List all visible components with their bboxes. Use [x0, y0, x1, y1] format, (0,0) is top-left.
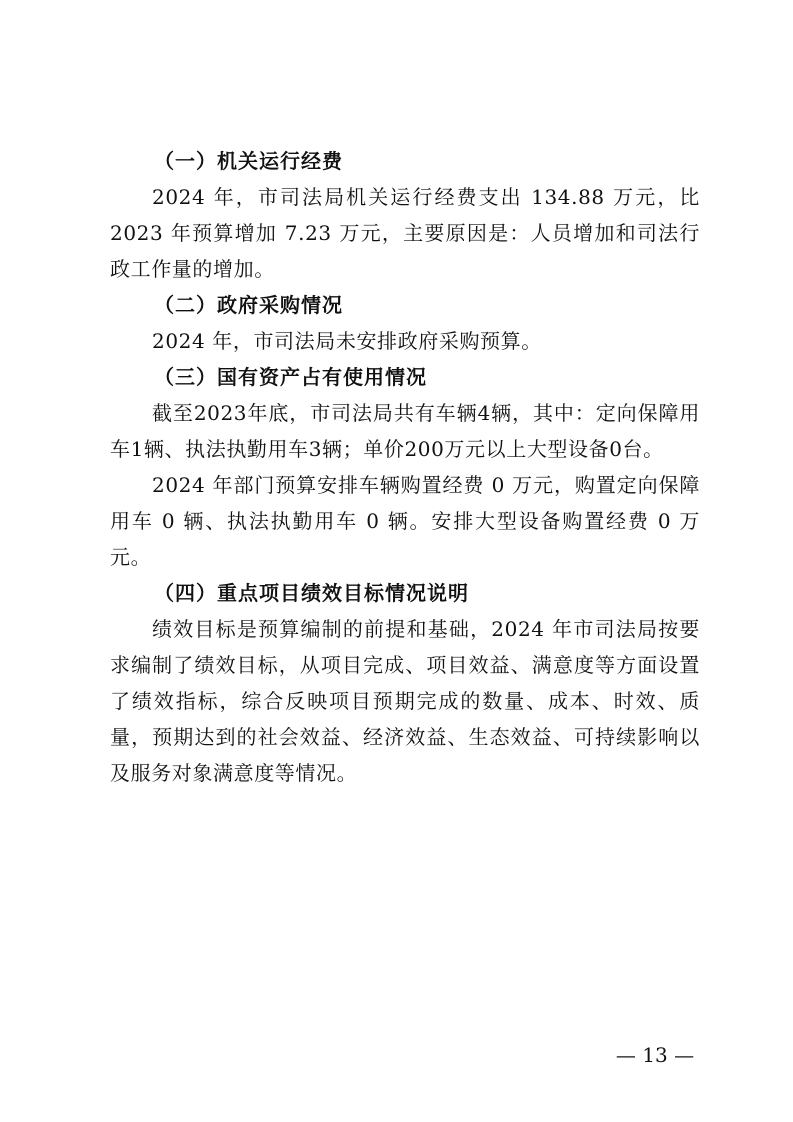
paragraph-state-assets-budget: 2024 年部门预算安排车辆购置经费 0 万元，购置定向保障用车 0 辆、执法执勤用车 0 辆。安排大型设备购置经费 0 万元。	[110, 473, 700, 569]
section-heading-government-procurement: （二）政府采购情况	[154, 293, 343, 317]
section-heading-operating-expenses: （一）机关运行经费	[154, 149, 343, 173]
paragraph-state-assets-vehicles: 截至2023年底，市司法局共有车辆4辆，其中：定向保障用车1辆、执法执勤用车3辆；单价200万元以上大型设备0台。	[110, 401, 700, 461]
paragraph-government-procurement: 2024 年，市司法局未安排政府采购预算。	[152, 329, 542, 353]
section-heading-performance-goals: （四）重点项目绩效目标情况说明	[154, 581, 469, 605]
page-number: — 13 —	[615, 1043, 695, 1067]
paragraph-operating-expenses: 2024 年，市司法局机关运行经费支出 134.88 万元，比 2023 年预算增加 7.23 万元，主要原因是：人员增加和司法行政工作量的增加。	[110, 185, 700, 281]
section-heading-state-assets: （三）国有资产占有使用情况	[154, 365, 427, 389]
paragraph-performance-goals: 绩效目标是预算编制的前提和基础，2024 年市司法局按要求编制了绩效目标，从项目完成、项目效益、满意度等方面设置了绩效指标，综合反映项目预期完成的数量、成本、时效、质量，预期达到的社会效益、经济效益、生态效益、可持续影响以及服务对象满意度等情况。	[110, 617, 700, 785]
document-body	[110, 143, 700, 791]
